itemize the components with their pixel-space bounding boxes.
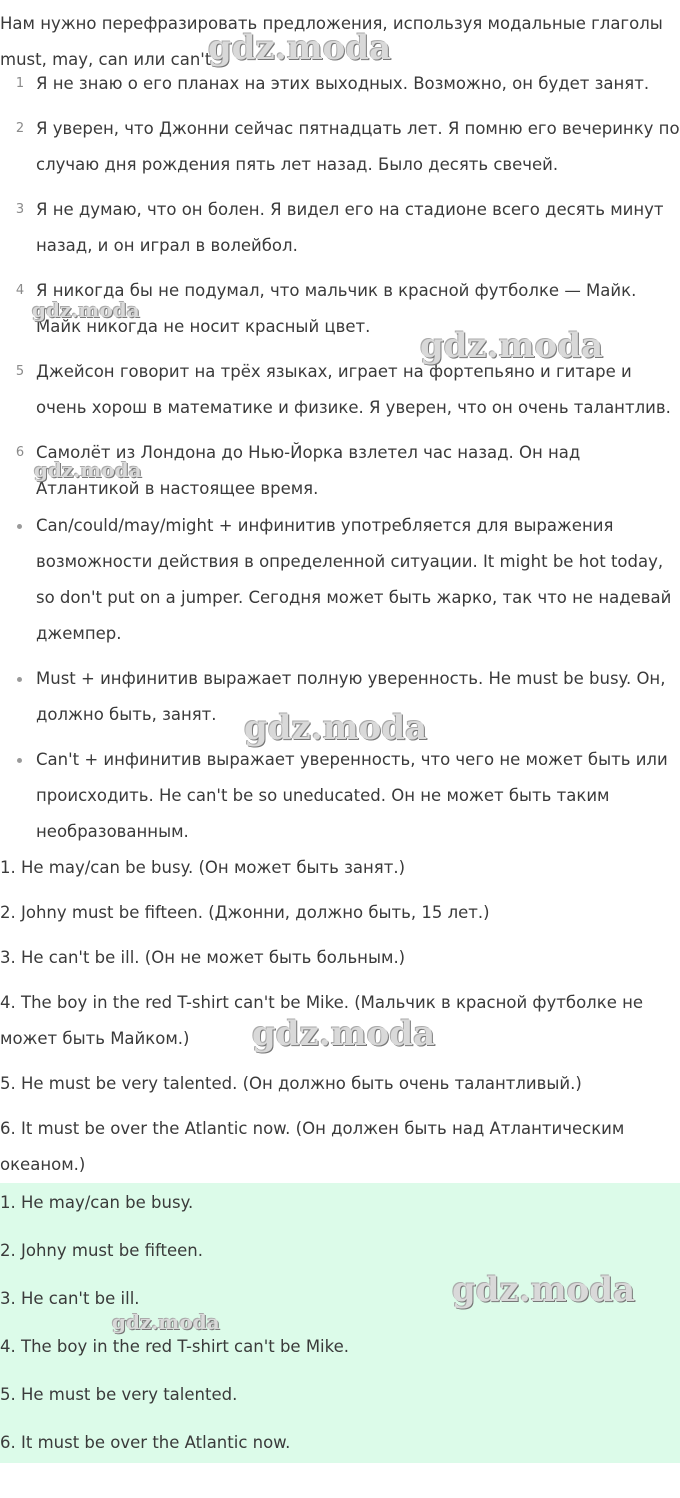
final-answer-item: 1. He may/can be busy. (0, 1193, 194, 1212)
answer-item: 4. The boy in the red T-shirt can't be Mike. (Мальчик в красной футболке не может быть Майком.) (0, 993, 644, 1048)
rule-list (0, 508, 680, 859)
final-answer-item: 4. The boy in the red T-shirt can't be Mike. (0, 1337, 349, 1356)
task-number: 5 (15, 364, 25, 379)
task-number: 1 (15, 76, 25, 91)
intro-text: Нам нужно перефразировать предложения, используя модальные глаголы must, may, can или can't. (0, 14, 663, 69)
task-number: 3 (15, 202, 25, 217)
task-item (0, 66, 680, 102)
task-number: 6 (15, 445, 25, 460)
final-answer-item: 5. He must be very talented. (0, 1385, 238, 1404)
task-text: Самолёт из Лондона до Нью-Йорка взлетел час назад. Он над Атлантикой в настоящее время. (36, 443, 581, 498)
task-text: Джейсон говорит на трёх языках, играет на фортепьяно и гитаре и очень хорош в математике и физике. Я уверен, что он очень талантлив. (36, 362, 671, 417)
answer-item: 3. He can't be ill. (Он не может быть больным.) (0, 948, 406, 967)
task-item (0, 111, 680, 183)
rule-item (0, 742, 680, 850)
watermark-logo: gdz.moda (452, 1270, 636, 1310)
rule-text: Can/could/may/might + инфинитив употребляется для выражения возможности действия в определенной ситуации. It might be hot today, so don't put on a jumper. Сегодня может быть жарко, так что не надевай джемпер. (36, 516, 672, 643)
bullet-icon (17, 524, 22, 529)
watermark-logo: gdz.moda (34, 458, 142, 482)
final-answer-box (0, 1183, 680, 1463)
rule-item (0, 508, 680, 652)
bullet-icon (17, 677, 22, 682)
watermark-logo: gdz.moda (252, 1014, 436, 1054)
watermark-logo: gdz.moda (112, 1310, 220, 1334)
task-number: 4 (15, 283, 25, 298)
bullet-icon (17, 758, 22, 763)
task-text: Я уверен, что Джонни сейчас пятнадцать лет. Я помню его вечеринку по случаю дня рождения пять лет назад. Было десять свечей. (36, 119, 680, 174)
answer-item: 6. It must be over the Atlantic now. (Он должен быть над Атлантическим океаном.) (0, 1119, 625, 1174)
task-text: Я никогда бы не подумал, что мальчик в красной футболке — Майк. Майк никогда не носит красный цвет. (36, 281, 637, 336)
answer-item: 1. He may/can be busy. (Он может быть занят.) (0, 858, 406, 877)
watermark-logo: gdz.moda (244, 708, 428, 748)
answer-item: 5. He must be very talented. (Он должно быть очень талантливый.) (0, 1074, 582, 1093)
final-answer-item: 6. It must be over the Atlantic now. (0, 1433, 291, 1452)
rule-text: Must + инфинитив выражает полную уверенность. He must be busy. Он, должно быть, занят. (36, 669, 666, 724)
watermark-logo: gdz.moda (32, 298, 140, 322)
answer-item: 2. Johny must be fifteen. (Джонни, должно быть, 15 лет.) (0, 903, 490, 922)
final-answer-item: 2. Johny must be fifteen. (0, 1241, 203, 1260)
task-number: 2 (15, 121, 25, 136)
rule-text: Can't + инфинитив выражает уверенность, что чего не может быть или происходить. He can't be so uneducated. Он не может быть таким необразованным. (36, 750, 668, 841)
task-item (0, 192, 680, 264)
watermark-logo: gdz.moda (208, 28, 392, 68)
task-text: Я не знаю о его планах на этих выходных. Возможно, он будет занят. (36, 74, 650, 93)
task-list (0, 66, 680, 516)
task-text: Я не думаю, что он болен. Я видел его на стадионе всего десять минут назад, и он играл в волейбол. (36, 200, 664, 255)
watermark-logo: gdz.moda (420, 326, 604, 366)
final-answer-item: 3. He can't be ill. (0, 1289, 140, 1308)
